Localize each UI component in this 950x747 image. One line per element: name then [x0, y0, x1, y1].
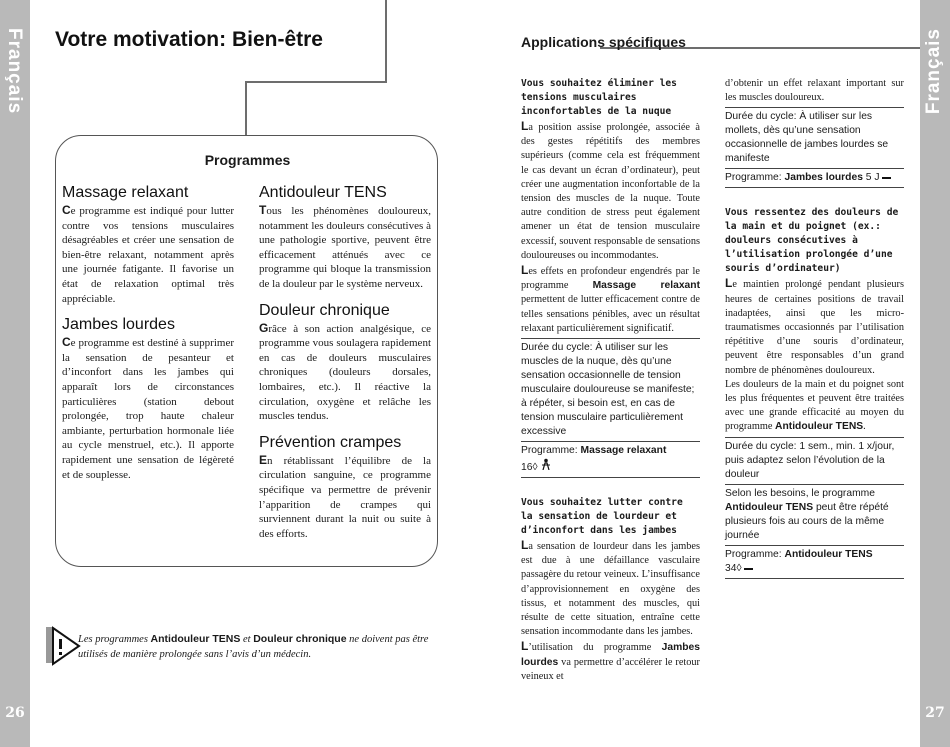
cycle-duration: Durée du cycle: 1 sem., min. 1 x/jour, puis adaptez selon l’évolution de la douleur — [725, 440, 895, 480]
language-label-right: Français — [923, 28, 944, 115]
program-title: Prévention crampes — [259, 433, 402, 451]
section-paragraph: La sensation de lourdeur dans les jambes est due à une défaillance vasculaire passagère du retour veineux. L’insuffisance d’approvisionnement en oxygène des tissus, et notamment des muscles, qui résulte de cette situation, entraîne cette sensation incommodante dans les jambes. — [521, 538, 700, 638]
warning-icon — [46, 625, 82, 667]
page-number-left: 26 — [5, 705, 25, 721]
section-paragraph: Les effets en profondeur engendrés par le programme Massage relaxant permettent de lutter efficacement contre de telles sensations pénibles, avec un résultat relaxant particulièrement significatif. — [521, 263, 700, 334]
program-title: Massage relaxant — [62, 184, 189, 201]
section-paragraph: L’utilisation du programme Jambes lourdes va permettre d’accélérer le retour veineux et — [521, 639, 700, 682]
right-column-1 — [521, 77, 700, 684]
program-antidouleur-tens — [259, 184, 431, 292]
right-column-2 — [725, 77, 904, 581]
section-paragraph: Les douleurs de la main et du poignet sont les plus fréquentes et peuvent être traitées avec une grande efficacité au moyen du programme Antidouleur TENS. — [725, 378, 904, 433]
program-prevention-crampes — [259, 434, 431, 542]
dash-icon — [882, 172, 891, 180]
program-title: Douleur chronique — [259, 301, 390, 319]
programs-heading: Programmes — [204, 152, 291, 168]
program-reference: Programme: Massage relaxant 16◊ — [521, 445, 667, 474]
program-jambes-lourdes — [62, 316, 234, 482]
program-description: Ce programme est indiqué pour lutter contre vos tensions musculaires désagréables et créer une sensation de bien-être relaxant, notamment après une journée fatigante. Il favorise un état de relaxation optimal très appréciable. — [62, 203, 234, 305]
program-description: Grâce à son action analgésique, ce programme vous soulagera rapidement en cas de douleurs musculaires chroniques (douleurs dorsales, lombaires, etc.). Il réactive la circulation, oxygène et relâche les muscles tendus. — [259, 320, 431, 423]
warning-note — [46, 625, 441, 667]
repeat-note: Selon les besoins, le programme Antidouleur TENS peut être répété plusieurs fois au cours de la même journée — [725, 487, 889, 541]
programs-box — [55, 135, 438, 567]
program-title: Antidouleur TENS — [259, 184, 387, 201]
section-heading-main-poignet: Vous ressentez des douleurs de la main et du poignet (ex.: douleurs consécutives à l’utilisation prolongée d’une souris d’ordinateur) — [725, 207, 899, 275]
program-reference: Programme: Antidouleur TENS 34◊ — [725, 548, 873, 574]
program-description: En rétablissant l’équilibre de la circulation sanguine, ce programme spécifique va permettre de prévenir l’apparition de crampes qui surviennent durant la nuit ou suite à des efforts. — [259, 452, 431, 540]
decorative-line — [385, 0, 387, 82]
divider — [725, 187, 904, 188]
cycle-duration: Durée du cycle: À utiliser sur les mollets, dès qu’une sensation occasionnelle de jambes lourdes se manifeste — [725, 111, 889, 165]
section-heading-jambes: Vous souhaitez lutter contre la sensation de lourdeur et d’inconfort dans les jambes — [521, 497, 683, 537]
divider — [521, 477, 700, 478]
divider — [725, 545, 904, 546]
divider — [725, 484, 904, 485]
divider — [521, 338, 700, 339]
person-massage-icon — [540, 458, 552, 470]
section-paragraph: La position assise prolongée, associée à des gestes répétitifs des membres supérieurs (comme cela est fréquemment le cas devant un écran d’ordinateur), peut créer une augmentation inconfortable de la tension des muscles de la nuque. Toute autre condition de stress peut également amener un état de tension musculaire excessif, souvent responsable de sensations douloureuses ou incommodantes. — [521, 119, 700, 261]
divider — [521, 441, 700, 442]
program-reference: Programme: Jambes lourdes 5 J — [725, 171, 904, 185]
section-heading-nuque: Vous souhaitez éliminer les tensions musculaires inconfortables de la nuque — [521, 78, 677, 117]
program-description: Ce programme est destiné à supprimer la sensation de pesanteur et d’inconfort dans les jambes qui apparaît lors de circonstances particulières (station debout prolongée, trop haute chaleur ambiante, perturbation hormonale liée au cycle menstruel, etc.). Il apporte rapidement une sensation de légèreté et de souplesse. — [62, 335, 234, 481]
divider — [725, 107, 904, 108]
divider — [725, 578, 904, 579]
left-margin-strip — [0, 0, 30, 747]
applications-heading: Applications spécifiques — [521, 34, 686, 50]
dash-icon — [744, 563, 753, 571]
program-description: Tous les phénomènes douloureux, notamment les douleurs consécutives à une pathologie sportive, peuvent être efficacement atténués avec ce programme qui bloque la transmission de la douleur par le système nerveux. — [259, 203, 431, 290]
right-margin-strip — [920, 0, 950, 747]
program-douleur-chronique — [259, 302, 431, 424]
warning-text: Les programmes Antidouleur TENS et Douleur chronique ne doivent pas être utilisés de manière prolongée sans l’avis d’un médecin. — [78, 633, 429, 660]
program-title: Jambes lourdes — [62, 316, 175, 334]
decorative-line — [245, 81, 387, 83]
cycle-duration: Durée du cycle: À utiliser sur les muscles de la nuque, dès qu’une sensation occasionnelle de tension musculaire douloureuse se manifeste; à répéter, si besoin est, en cas de tension musculaire particulièrement excessive — [521, 342, 695, 438]
page-number-right: 27 — [925, 705, 945, 721]
language-label-left: Français — [4, 28, 25, 115]
program-massage-relaxant — [62, 184, 234, 306]
divider — [725, 168, 904, 169]
decorative-line — [245, 81, 247, 136]
section-paragraph-continued: d’obtenir un effet relaxant important sur les muscles douloureux. — [725, 78, 904, 104]
section-paragraph: Le maintien prolongé pendant plusieurs heures de certaines positions de travail inadaptées, ainsi que les micro-traumatismes occasionnés par l’utilisation répétitive d’une souris d’ordinateur, peuvent être responsables d’un grand nombre de phénomènes douloureux. — [725, 276, 904, 376]
divider — [725, 437, 904, 438]
programs-column-2 — [259, 184, 431, 551]
programs-column-1 — [62, 184, 234, 492]
page-title: Votre motivation: Bien-être — [55, 28, 323, 51]
